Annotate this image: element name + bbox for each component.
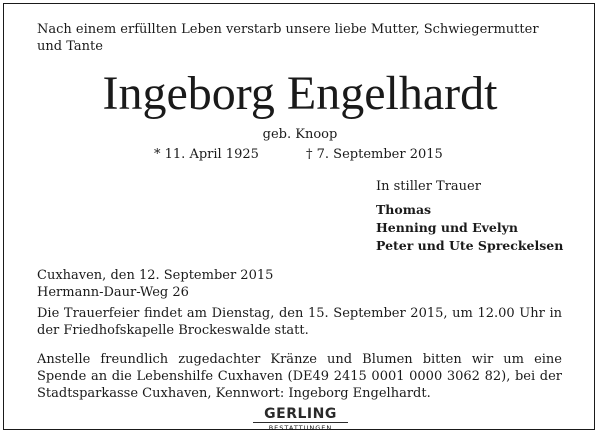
address: Hermann-Daur-Weg 26 [37,285,189,300]
deceased-name: Ingeborg Engelhardt [102,67,498,120]
intro-text: Nach einem erfüllten Leben verstarb unsere liebe Mutter, Schwiegermutter und Tante [37,22,539,54]
mourner-name: Thomas [376,202,432,217]
death-date: † 7. September 2015 [306,147,443,162]
birth-date: * 11. April 1925 [154,147,259,162]
funeral-home-logo [253,407,348,432]
logo-subtitle: BESTATTUNGEN [253,422,348,432]
donation-info: Anstelle freundlich zugedachter Kränze und Blumen bitten wir um eine Spende an die Lebenshilfe Cuxhaven (DE49 2415 0001 0000 3062 82), bei der Stadtsparkasse Cuxhaven, Kennwort: Ingeborg Engelhardt. [37,352,562,401]
mourner-name: Henning und Evelyn [376,220,518,235]
mourning-label: In stiller Trauer [376,179,481,194]
logo-wordmark: GERLING [264,406,337,422]
mourner-name: Peter und Ute Spreckelsen [376,238,564,253]
maiden-name: geb. Knoop [262,127,338,142]
place-date: Cuxhaven, den 12. September 2015 [37,268,274,283]
mourners-list [376,201,563,255]
funeral-info: Die Trauerfeier findet am Dienstag, den 15. September 2015, um 12.00 Uhr in der Friedhofskapelle Brockeswalde statt. [37,306,562,338]
